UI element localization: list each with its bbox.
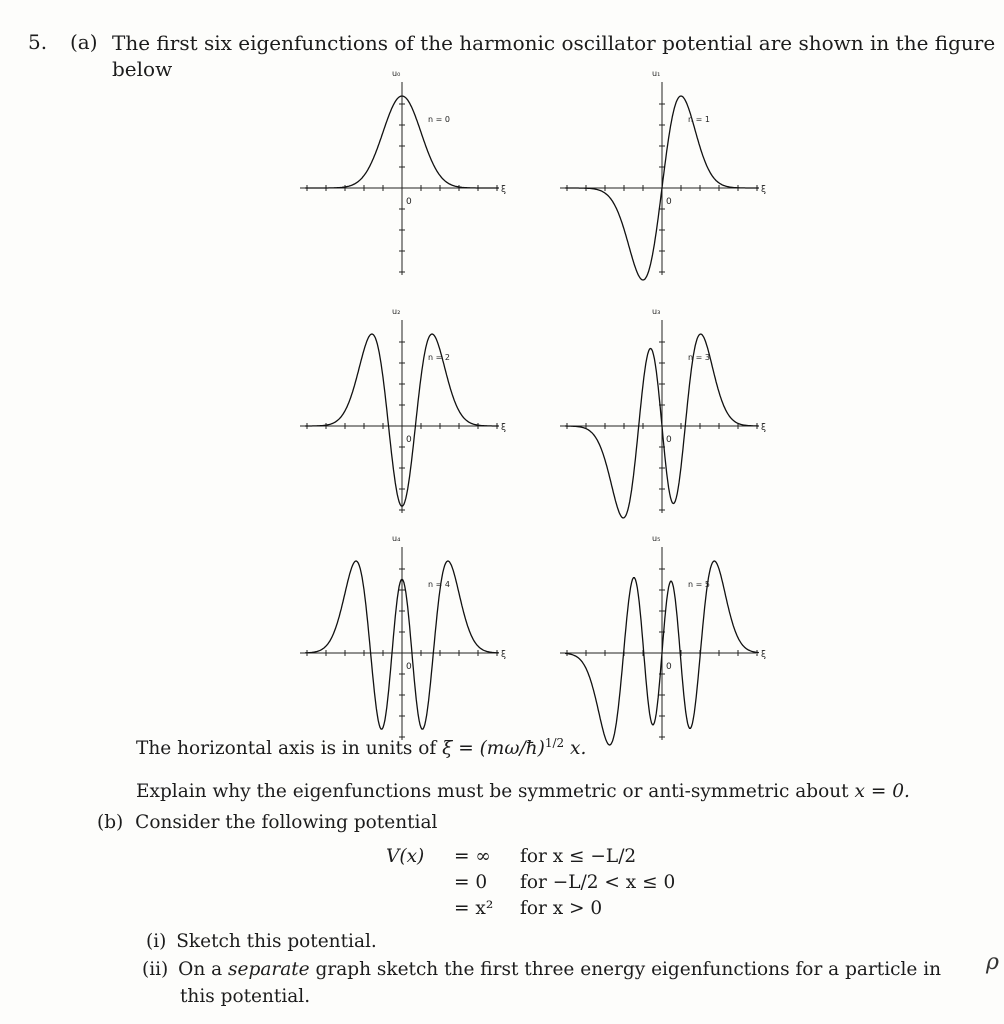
n-label: n = 1 [688, 115, 710, 124]
y-axis-label: u₂ [392, 307, 401, 316]
axis-units-formula: ξ = (mω/ħ) [442, 738, 545, 760]
axis-units-suffix: x. [564, 738, 587, 760]
y-axis-label: u₁ [652, 69, 661, 78]
xi-axis-label: ξ [761, 650, 767, 660]
n-label: n = 3 [688, 353, 710, 362]
xi-axis-label: ξ [501, 650, 507, 660]
potential-row-2-eq: = 0 [454, 872, 488, 893]
sub-part-ii-pre: On a [178, 959, 229, 980]
potential-row-3-eq: = x² [454, 898, 494, 919]
axis-units-exponent: 1/2 [544, 736, 565, 750]
xi-axis-label: ξ [761, 185, 767, 195]
intro-line-2: below [112, 57, 173, 81]
sub-part-i-text: Sketch this potential. [176, 931, 377, 952]
eigenfunction-svg [300, 70, 510, 290]
axis-units-sentence [136, 736, 586, 759]
axis-units-prefix: The horizontal axis is in units of [136, 738, 443, 760]
sub-part-ii-post: graph sketch the first three energy eigenfunctions for a particle in [309, 959, 942, 980]
n-label: n = 2 [428, 353, 450, 362]
part-b-text: Consider the following potential [135, 812, 438, 833]
y-axis-label: u₃ [652, 307, 661, 316]
explain-prefix: Explain why the eigenfunctions must be symmetric or anti-symmetric about [136, 781, 855, 802]
margin-mark: ρ [986, 950, 999, 975]
eigenfunction-plot-n1 [560, 70, 770, 294]
sub-part-i-label: (i) [146, 931, 167, 952]
sub-part-ii [142, 959, 941, 980]
sub-part-ii-line2: this potential. [180, 986, 311, 1007]
y-axis-label: u₅ [652, 534, 661, 543]
intro-line-1: The first six eigenfunctions of the harmonic oscillator potential are shown in the figure [112, 31, 996, 55]
part-a-intro [112, 30, 996, 82]
eigenfunction-svg [300, 308, 510, 528]
potential-row-1-eq: = ∞ [454, 846, 491, 867]
eigenfunction-plot-n0 [300, 70, 510, 294]
origin-label: 0 [406, 197, 412, 207]
potential-row-3-cond: for x > 0 [520, 898, 603, 919]
y-axis-label: u₀ [392, 69, 401, 78]
xi-axis-label: ξ [501, 423, 507, 433]
origin-label: 0 [666, 662, 672, 672]
y-axis-label: u₄ [392, 534, 401, 543]
eigenfunction-svg [560, 535, 770, 755]
question-number: 5. [28, 30, 48, 54]
explain-math: x = 0. [854, 781, 910, 802]
sub-part-ii-label: (ii) [142, 959, 169, 980]
xi-axis-label: ξ [501, 185, 507, 195]
n-label: n = 5 [688, 580, 710, 589]
xi-axis-label: ξ [761, 423, 767, 433]
origin-label: 0 [406, 435, 412, 445]
potential-row-2-cond: for −L/2 < x ≤ 0 [520, 872, 676, 893]
n-label: n = 0 [428, 115, 450, 124]
eigenfunction-svg [560, 308, 770, 528]
n-label: n = 4 [428, 580, 450, 589]
part-b [97, 812, 437, 833]
sub-part-ii-emphasis: separate [228, 959, 310, 980]
potential-row-1-cond: for x ≤ −L/2 [520, 846, 637, 867]
explain-sentence [136, 781, 910, 802]
eigenfunction-plot-n3 [560, 308, 770, 532]
eigenfunction-plot-n2 [300, 308, 510, 532]
origin-label: 0 [406, 662, 412, 672]
potential-lhs: V(x) [386, 846, 425, 867]
sub-part-i [146, 931, 377, 952]
eigenfunction-plot-n5 [560, 535, 770, 759]
part-b-label: (b) [97, 812, 124, 833]
origin-label: 0 [666, 197, 672, 207]
part-a-label: (a) [70, 30, 98, 54]
eigenfunction-svg [300, 535, 510, 755]
eigenfunction-svg [560, 70, 770, 290]
origin-label: 0 [666, 435, 672, 445]
eigenfunction-plot-n4 [300, 535, 510, 759]
